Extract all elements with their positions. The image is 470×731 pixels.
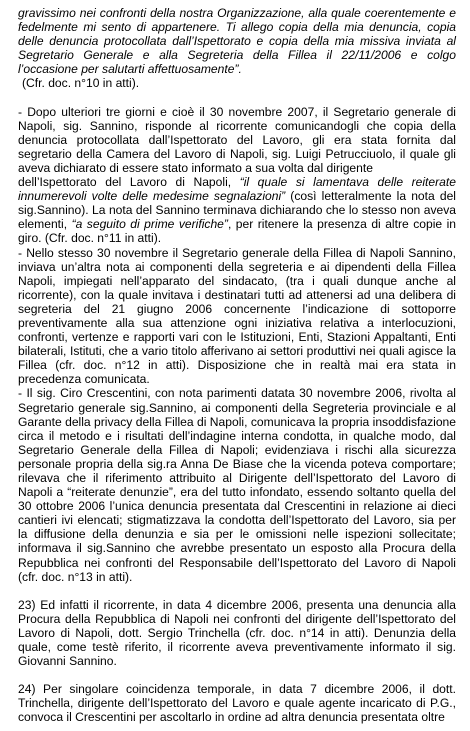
paragraph-23: 23) Ed infatti il ricorrente, in data 4 dicembre 2006, presenta una denuncia alla Procura della Repubblica di Napoli nei confronti del dirigente dell’Ispettorato del Lavoro di Napoli, dott. Sergio Trinchella (cfr. doc. n°14 in atti). Denunzia della quale, come testè riferito, il ricorrente aveva preventivamente informato il sig. Giovanni Sannino. — [18, 597, 456, 669]
intro-quote — [18, 6, 456, 76]
intro-quote-text: gravissimo nei confronti della nostra Organizzazione, alla quale coerentemente e fedelmente mi sento di appartenere. Ti allego copia della mia denuncia, copia delle denuncia protocollata dall’Ispettorato e copia della mia missiva inviata al Segretario Generale e alla Segreteria della Fillea il 22/11/2006 e colgo l’occasione per salutarti affettuosamente”. — [18, 6, 456, 77]
intro-reference: (Cfr. doc. n°10 in atti). — [22, 76, 140, 91]
paragraph-sannino-reply-cont: dell’Ispettorato del Lavoro di Napoli, “il quale si lamentava delle reiterate innumerevoli volte delle medesime segnalazioni” (così letteralmente la nota del sig.Sannino). La nota del Sannino terminava dichiarando che lo stesso non aveva elementi, “a seguito di prime verifiche”, per ritenere la presenza di altre copie in giro. (Cfr. doc. n°11 in atti). — [18, 175, 457, 246]
quote-verifiche: “a seguito di prime verifiche” — [71, 217, 228, 232]
quote-reiterate: “il quale si lamentava delle reiterate innumerevoli volte delle medesime segnalazioni” — [18, 175, 456, 204]
paragraph-24: 24) Per singolare coincidenza temporale, in data 7 dicembre 2006, il dott. Trinchella, dirigente dell’Ispettorato del Lavoro e quale agente incaricato di P.G., convoca il Crescentini per ascoltarlo in ordine ad altra denuncia presentata oltre — [18, 682, 456, 725]
paragraph-second-note: - Nello stesso 30 novembre il Segretario generale della Fillea di Napoli Sannino, inviava un’altra nota ai componenti della segreteria e ai dipendenti della Fillea Napoli, impiegati nell’apparato del sindacato, (tra i quali dunque anche al ricorrente), con la quale invitava i destinatari tutti ad attenersi ad una delibera di segreteria del 21 giugno 2006 concernente l’indicazione di sottoporre preventivamente alla sua attenzione ogni iniziativa relativa a interlocuzioni, confronti, vertenze e rapporti vari con le Istituzioni, Enti, Stazioni Appaltanti, Enti bilaterali, Istituti, che a vario titolo afferivano ai settori produttivi nei quali agisce la Fillea (cfr. doc. n°12 in atti). Disposizione che in realtà mai era stata in precedenza comunicata. — [18, 245, 456, 387]
paragraph-sannino-reply-lead: - Dopo ulteriori tre giorni e cioè il 30 novembre 2007, il Segretario generale di Napoli, sig. Sannino, risponde al ricorrente comunicandogli che copia della denuncia protocollata dall’Ispettorato del Lavoro, gli era stata fornita dal segretario della Camera del Lavoro di Napoli, sig. Luigi Petrucciuolo, il quale gli aveva dichiarato di essere stato informato a sua volta dal dirigente — [18, 104, 456, 175]
paragraph-crescentini-note: - Il sig. Ciro Crescentini, con nota parimenti datata 30 novembre 2006, rivolta al Segretario generale sig.Sannino, ai componenti della Segreteria provinciale e al Garante della privacy della Fillea di Napoli, comunicava la propria insoddisfazione circa il metodo e i risultati dell’indagine interna condotta, in qualche modo, dal Segretario Generale della Fillea di Napoli; evidenziava i rischi alla sicurezza personale propria della sig.ra Anna De Biase che la vicenda poteva comportare; rilevava che il riferimento attribuito al Dirigente dell’Ispettorato del Lavoro di Napoli a “reiterate denunzie”, era del tutto infondato, essendo soltanto quella del 30 ottobre 2006 l’unica denuncia presentata dal Crescentini in relazione ai dieci cantieri ivi elencati; stigmatizzava la condotta dell’Ispettorato del Lavoro, sia per la diffusione della denunzia e sia per le omissioni nelle ispezioni sollecitate; informava il sig.Sannino che avrebbe presentato un esposto alla Procura della Repubblica nei confronti del Responsabile dell’Ispettorato del Lavoro di Napoli (cfr. doc. n°13 in atti). — [18, 386, 456, 584]
paragraph-sannino-reply — [18, 105, 456, 175]
